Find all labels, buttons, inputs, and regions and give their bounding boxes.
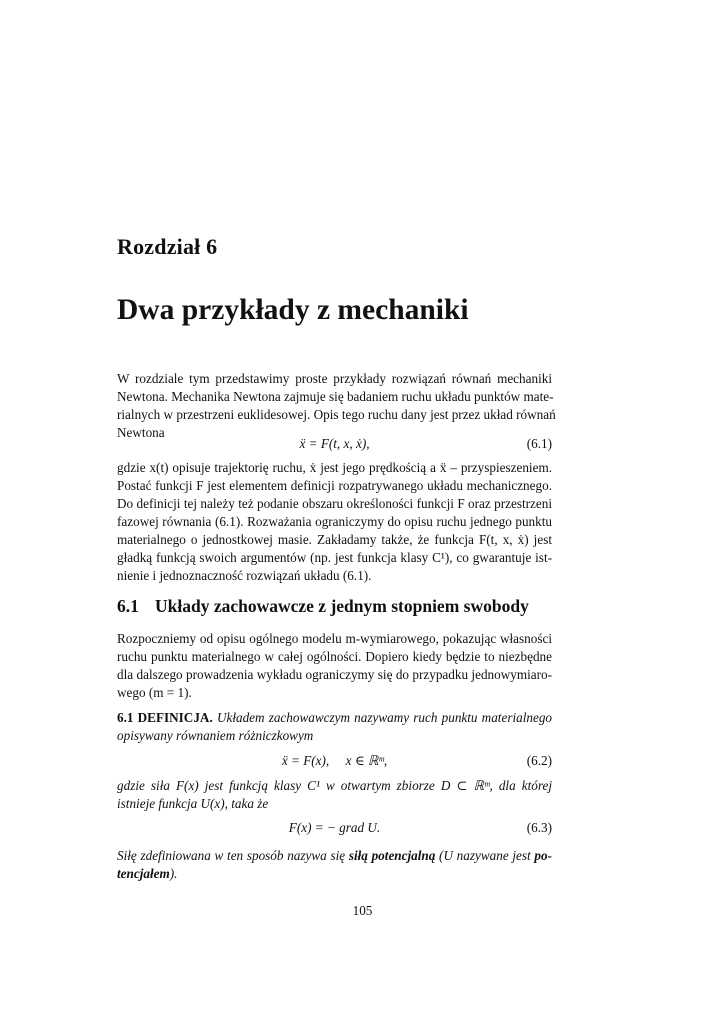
- equation-6-2: [117, 753, 552, 773]
- equation-6-3: [117, 820, 552, 840]
- paragraph-line: Do definicji tej należy też podanie obszaru określoności funkcji F oraz przestrzeni: [117, 496, 552, 511]
- equation-formula: ẍ = F(x), x ∈ ℝᵐ,: [281, 753, 388, 768]
- closing-text: Siłę zdefiniowana w ten sposób nazywa się: [117, 848, 349, 863]
- intro-line: Newtona. Mechanika Newtona zajmuje się badaniem ruchu układu punktów mate-: [117, 389, 554, 404]
- paragraph-2: [117, 459, 552, 585]
- intro-line: Newtona: [117, 425, 165, 440]
- equation-6-1: [117, 436, 552, 456]
- definition-block: [117, 709, 552, 745]
- paragraph-3: [117, 630, 552, 702]
- section-title: Układy zachowawcze z jednym stopniem swobody: [155, 596, 529, 616]
- paragraph-line: materialnego o jednostkowej masie. Zakładamy także, że funkcja F(t, x, ẋ) jest: [117, 532, 552, 547]
- chapter-title: Dwa przykłady z mechaniki: [117, 294, 469, 326]
- intro-line: W rozdziale tym przedstawimy proste przykłady rozwiązań równań mechaniki: [117, 371, 552, 386]
- paragraph-line: dla dalszego prowadzenia wykładu ograniczymy się do przypadku jednowymiaro-: [117, 667, 552, 682]
- paragraph-line: Postać funkcji F jest elementem definicji rozpatrywanego układu mechanicznego.: [117, 478, 552, 493]
- definition-continuation: [117, 777, 552, 813]
- definition-line: opisywany równaniem różniczkowym: [117, 728, 314, 743]
- equation-number: (6.1): [526, 436, 552, 451]
- equation-formula: F(x) = − grad U.: [288, 820, 381, 835]
- term-potential-part: po-: [534, 848, 553, 863]
- definition-line: istnieje funkcja U(x), taka że: [117, 796, 269, 811]
- paragraph-line: gdzie x(t) opisuje trajektorię ruchu, ẋ jest jego prędkością a ẍ – przyspieszeniem.: [117, 460, 552, 475]
- equation-number: (6.3): [526, 820, 552, 835]
- term-potential-force: siłą potencjalną: [348, 848, 436, 863]
- chapter-label: Rozdział 6: [117, 234, 218, 259]
- paragraph-line: Rozpoczniemy od opisu ogólnego modelu m-wymiarowego, pokazując własności: [117, 631, 552, 646]
- intro-line: rialnych w przestrzeni euklidesowej. Opis tego ruchu dany jest przez układ równań: [117, 407, 556, 422]
- closing-text: (U nazywane jest: [435, 848, 535, 863]
- closing-line: [117, 865, 552, 883]
- definition-head: 6.1 DEFINICJA.: [117, 710, 213, 725]
- paragraph-line: ruchu punktu materialnego w całej ogólności. Dopiero kiedy będzie to niezbędne: [117, 649, 552, 664]
- paragraph-line: fazowej równania (6.1). Rozważania ograniczymy do opisu ruchu jednego punktu: [117, 514, 552, 529]
- paragraph-line: wego (m = 1).: [117, 685, 192, 700]
- definition-text: Układem zachowawczym nazywamy ruch punktu materialnego: [216, 710, 553, 725]
- definition-line: gdzie siła F(x) jest funkcją klasy C¹ w otwartym zbiorze D ⊂ ℝᵐ, dla której: [117, 778, 552, 793]
- equation-number: (6.2): [526, 753, 552, 768]
- page-number: 105: [352, 903, 373, 918]
- paragraph-line: gładką funkcją swoich argumentów (np. jest funkcja klasy C¹), co gwarantuje ist-: [117, 550, 552, 565]
- closing-line: [117, 847, 552, 865]
- equation-formula: ẍ = F(t, x, ẋ),: [299, 436, 370, 451]
- closing-sentence: [117, 847, 552, 883]
- paragraph-line: nienie i jednoznaczność rozwiązań układu (6.1).: [117, 568, 372, 583]
- section-number: 6.1: [117, 596, 139, 616]
- definition-line: [117, 709, 552, 727]
- intro-paragraph: [117, 370, 556, 442]
- closing-text: ).: [169, 866, 178, 881]
- term-potential-part: tencjałem: [117, 866, 170, 881]
- section-heading: [117, 596, 529, 617]
